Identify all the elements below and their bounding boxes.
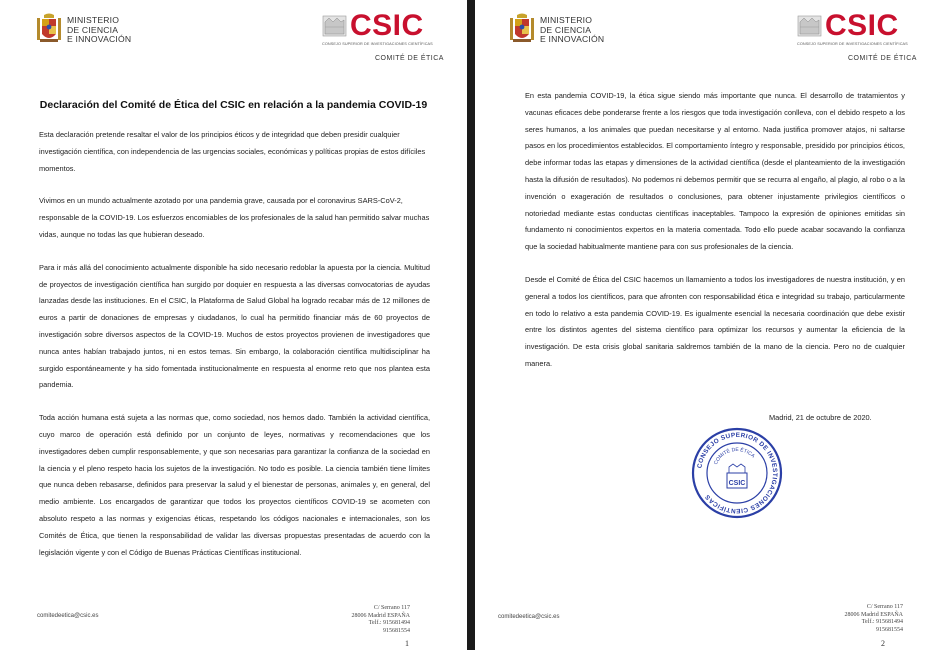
address-line: 28006 Madrid ESPAÑA: [351, 612, 410, 619]
seal-center-text: CSIC: [728, 480, 746, 487]
address-line: 28006 Madrid ESPAÑA: [844, 611, 903, 618]
csic-emblem-icon: [796, 12, 823, 39]
page-divider: [467, 0, 475, 650]
ministry-line-3: E INNOVACIÓN: [67, 34, 132, 45]
address-line: Telf.: 915681494: [368, 620, 410, 627]
ministry-line-2: DE CIENCIA: [67, 24, 119, 35]
page-1-body: [39, 127, 430, 577]
paragraph: Para ir más allá del conocimiento actualmente disponible ha sido necesario redoblar la apuesta por la ciencia. Multitud de proyectos de investigación científica han surgido por doquier en respuesta a las diversas convocatorias de ayudas lanzadas desde las instituciones. En el CSIC, la Plataforma de Salud Global ha logrado recabar más de 12 millones de euros a partir de donaciones de empresas y ciudadanos, lo cual ha permitido financiar más de 60 proyectos de investigación sobre diversos aspectos de la COVID-19. Muchos de estos proyectos provienen de investigadores que nunca antes habían trabajado juntos, ni en estos temas. Sin embargo, la colaboración científica multidisciplinar ha surgido espontáneamente y ha sido fomentada institucionalmente en respuesta al enorme reto que nos plantea esta pandemia.: [39, 262, 430, 390]
csic-emblem-icon: [321, 12, 348, 39]
committee-label: COMITÉ DE ÉTICA: [848, 55, 917, 62]
ministry-name: [540, 16, 604, 45]
ministry-line-2: DE CIENCIA: [540, 24, 592, 35]
paragraph: Desde el Comité de Ética del CSIC hacemos un llamamiento a todos los investigadores de nuestra institución, y en general a todos los científicos, para que afronten con responsabilidad ética e integridad su trabajo, particularmente en todo lo relativo a esta pandemia COVID-19. Es igualmente esencial la necesaria coordinación que debe existir entre los distintos agentes del sistema científico para optimizar los recursos y aumentar la eficiencia de la investigación. De esta crisis global sanitaria saldremos también de la mano de la ciencia. Pero no de cualquier manera.: [525, 274, 905, 368]
paragraph: En esta pandemia COVID-19, la ética sigue siendo más importante que nunca. El desarrollo de tratamientos y vacunas eficaces debe ponderarse frente a los riesgos que toda investigación conlleva, con el debido respeto a los seres humanos, a los animales que puedan necesitarse y al entorno. Nada justifica promover atajos, ni saltarse pasos en los procedimientos establecidos. El comportamiento íntegro y responsable, presidido por principios éticos, debe informar todas las etapas y dimensiones de la actividad científica (desde el planteamiento de la investigación hasta la difusión de resultados). No podemos ni debemos permitir que se recurra al engaño, al plagio, al robo o a la invención o exageración de resultados o conclusiones, para obtener injustamente privilegios científicos o notoriedad mediante estas conductas científicas inaceptables. Tampoco la expresión de opiniones emitidas sin fundamento ni conocimientos expertos en la materia comentada. Todo ello puede acabar socavando la confianza que la sociedad habitualmente mantiene para con sus profesionales de la ciencia.: [525, 91, 905, 252]
footer-email: comitedeetica@csic.es: [37, 613, 99, 619]
address-line: C/ Serrano 117: [373, 605, 410, 611]
footer-address: [823, 604, 903, 634]
page-number: 2: [881, 639, 885, 648]
csic-logo: CSIC: [350, 9, 424, 42]
csic-subtitle: CONSEJO SUPERIOR DE INVESTIGACIONES CIENTÍFICAS: [322, 42, 433, 46]
ministry-line-3: E INNOVACIÓN: [540, 34, 605, 45]
committee-label: COMITÉ DE ÉTICA: [375, 55, 444, 62]
ministry-name: [67, 16, 131, 45]
csic-subtitle: CONSEJO SUPERIOR DE INVESTIGACIONES CIENTÍFICAS: [797, 42, 908, 46]
document-page-1: [0, 0, 467, 650]
address-line: Telf.: 915681494: [861, 619, 903, 626]
coat-of-arms-icon: [509, 12, 535, 46]
seal-inner-text: COMITÉ DE ÉTICA: [712, 446, 756, 466]
ministry-line-1: MINISTERIO: [540, 15, 593, 25]
footer-email: comitedeetica@csic.es: [498, 614, 560, 620]
paragraph: Esta declaración pretende resaltar el valor de los principios éticos y de integridad que deben presidir cualquier investigación científica, con independencia de las urgencias sociales, económicas y políticas propias de estos difíciles momentos.: [39, 130, 426, 173]
address-line: C/ Serrano 117: [866, 604, 903, 610]
paragraph: Toda acción humana está sujeta a las normas que, como sociedad, nos hemos dado. También la actividad científica, cuyo marco de operación está definido por un conjunto de leyes, normativas y recomendaciones que los investigadores deben cumplir responsablemente, y que son necesarias para garantizar la confianza de la sociedad en la ciencia y el pleno respeto hacia los sujetos de la investigación. No todo es posible. La ciencia también tiene límites que nunca deben rebasarse, definidos para preservar la salud y el bienestar de personas, animales y, en general, del medio ambiente. Los encargados de garantizar que todos los proyectos científicos COVID-19 se acometen con absoluto respeto a las normas y exigencias éticas, respetando los códigos nacionales e internacionales, son los Comités de Ética, que tienen la responsabilidad de validar las diversas propuestas presentadas de acuerdo con la legislación vigente y con el Código de Buenas Prácticas Científicas institucional.: [39, 413, 430, 557]
page-2-body: [525, 88, 905, 389]
seal-ring-text: CONSEJO SUPERIOR DE INVESTIGACIONES CIENTÍFICAS: [696, 431, 779, 515]
ministry-line-1: MINISTERIO: [67, 15, 120, 25]
address-line: 915681554: [383, 627, 410, 634]
signature-date: Madrid, 21 de octubre de 2020.: [769, 413, 872, 422]
document-title: Declaración del Comité de Ética del CSIC en relación a la pandemia COVID-19: [39, 99, 428, 111]
official-seal: [677, 425, 797, 521]
address-line: 915681554: [876, 626, 903, 633]
csic-logo: CSIC: [825, 9, 899, 42]
paragraph: Vivimos en un mundo actualmente azotado por una pandemia grave, causada por el coronavirus SARS-CoV-2, responsable de la COVID-19. Los esfuerzos encomiables de los profesionales de la salud han permitido salvar muchas vidas, aunque no todas las que hubieran deseado.: [39, 196, 430, 239]
page-number: 1: [405, 639, 409, 648]
footer-address: [340, 605, 410, 635]
coat-of-arms-icon: [36, 12, 62, 46]
